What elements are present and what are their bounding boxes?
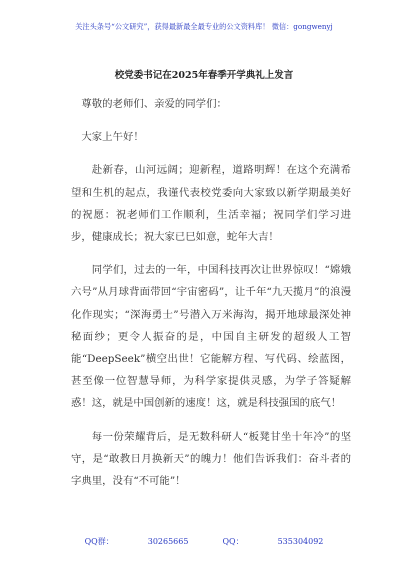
header-promo-note: 关注头条号“公文研究”，获得最新最全最专业的公文资料库！ 微信：gongwenyj <box>75 22 333 31</box>
greeting: 大家上午好！ <box>81 131 144 144</box>
paragraph-tech-achievements: 同学们，过去的一年，中国科技再次让世界惊叹！“嫦娥六号”从月球背面带回“宇宙密码”，让千年“九天揽月”的浪漫化作现实；“深海勇士”号潜入万米海沟，揭开地球最深处神秘面纱；更令人振奋的是，中国自主研发的超级人工智能“DeepSeek”横空出世！它能解方程、写代码、绘蓝图，甚至像一位智慧导师，为科学家提供灵感，为学子答疑解惑！这，就是中国创新的速度！这，就是科技强国的底气！ <box>71 264 351 410</box>
paragraph-new-year-wishes: 赴新春，山河远阔；迎新程，道路明辉！在这个充满希望和生机的起点，我谨代表校党委向大家致以新学期最美好的祝愿：祝老师们工作顺利，生活幸福；祝同学们学习进步，健康成长；祝大家已巳如意，蛇年大吉！ <box>71 164 351 244</box>
footer-qq-group-number: 30265665 <box>147 537 189 546</box>
document-title: 校党委书记在2025年春季开学典礼上发言 <box>114 70 294 81</box>
footer-qq-label: QQ： <box>222 537 244 546</box>
footer-qq <box>222 537 323 546</box>
paragraph-perseverance: 每一份荣耀背后，是无数科研人“板凳甘坐十年冷”的坚守，是“敢教日月换新天”的魄力！他们告诉我们：奋斗者的字典里，没有“不可能”！ <box>71 430 351 488</box>
footer-qq-group-label: QQ群： <box>84 537 114 546</box>
footer-contact <box>0 536 408 547</box>
footer-qq-group <box>85 537 189 546</box>
footer-qq-number: 535304092 <box>277 537 324 546</box>
salutation: 尊敬的老师们、亲爱的同学们： <box>81 98 227 110</box>
document-body <box>71 93 351 492</box>
